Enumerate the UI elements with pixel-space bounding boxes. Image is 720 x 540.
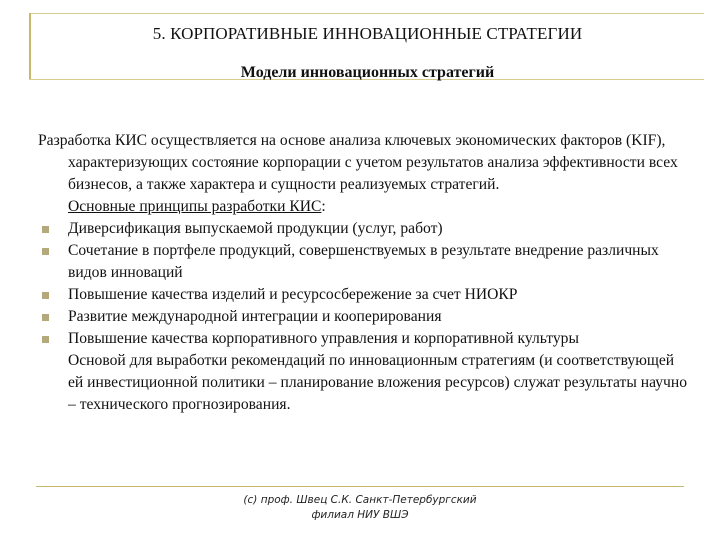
list-item [38,240,688,284]
list-item-text: Сочетание в портфеле продукций, совершенствуемых в результате внедрение различных видов инноваций [68,242,659,281]
principles-heading-colon: : [321,198,326,215]
footer-credit [150,493,570,523]
square-bullet-icon [42,226,49,233]
slide-subtitle: Модели инновационных стратегий [240,64,495,81]
square-bullet-icon [42,336,49,343]
footer-line-1: (с) проф. Швец С.К. Санкт-Петербургский [243,494,477,506]
list-item [38,218,688,240]
footer-rule [36,486,684,487]
list-item-text: Повышение качества корпоративного управления и корпоративной культуры [68,330,579,347]
square-bullet-icon [42,248,49,255]
list-item-text: Повышение качества изделий и ресурсосбережение за счет НИОКР [68,286,518,303]
square-bullet-icon [42,292,49,299]
header-top-rule [29,13,704,14]
slide-title: 5. КОРПОРАТИВНЫЕ ИННОВАЦИОННЫЕ СТРАТЕГИИ [152,24,583,43]
principles-heading-text: Основные принципы разработки КИС [68,198,322,215]
list-item-text: Развитие международной интеграции и кооперирования [68,308,442,325]
square-bullet-icon [42,314,49,321]
principles-list [38,218,688,350]
intro-paragraph: Разработка КИС осуществляется на основе анализа ключевых экономических факторов (KIF), характеризующих состояние корпорации с учетом результатов анализа эффективности всех бизнесов, а также характера и сущности реализуемых стратегий. [38,132,678,193]
slide-body [38,130,688,416]
footer-line-2: филиал НИУ ВШЭ [311,509,409,521]
conclusion-paragraph: Основой для выработки рекомендаций по инновационным стратегиям (и соответствующей ей инвестиционной политики – планирование вложения ресурсов) служат результаты научно – технического прогнозирования. [68,352,687,413]
list-item [38,328,688,350]
list-item [38,284,688,306]
principles-heading [38,196,688,218]
list-item-text: Диверсификация выпускаемой продукции (услуг, работ) [68,220,443,237]
list-item [38,306,688,328]
